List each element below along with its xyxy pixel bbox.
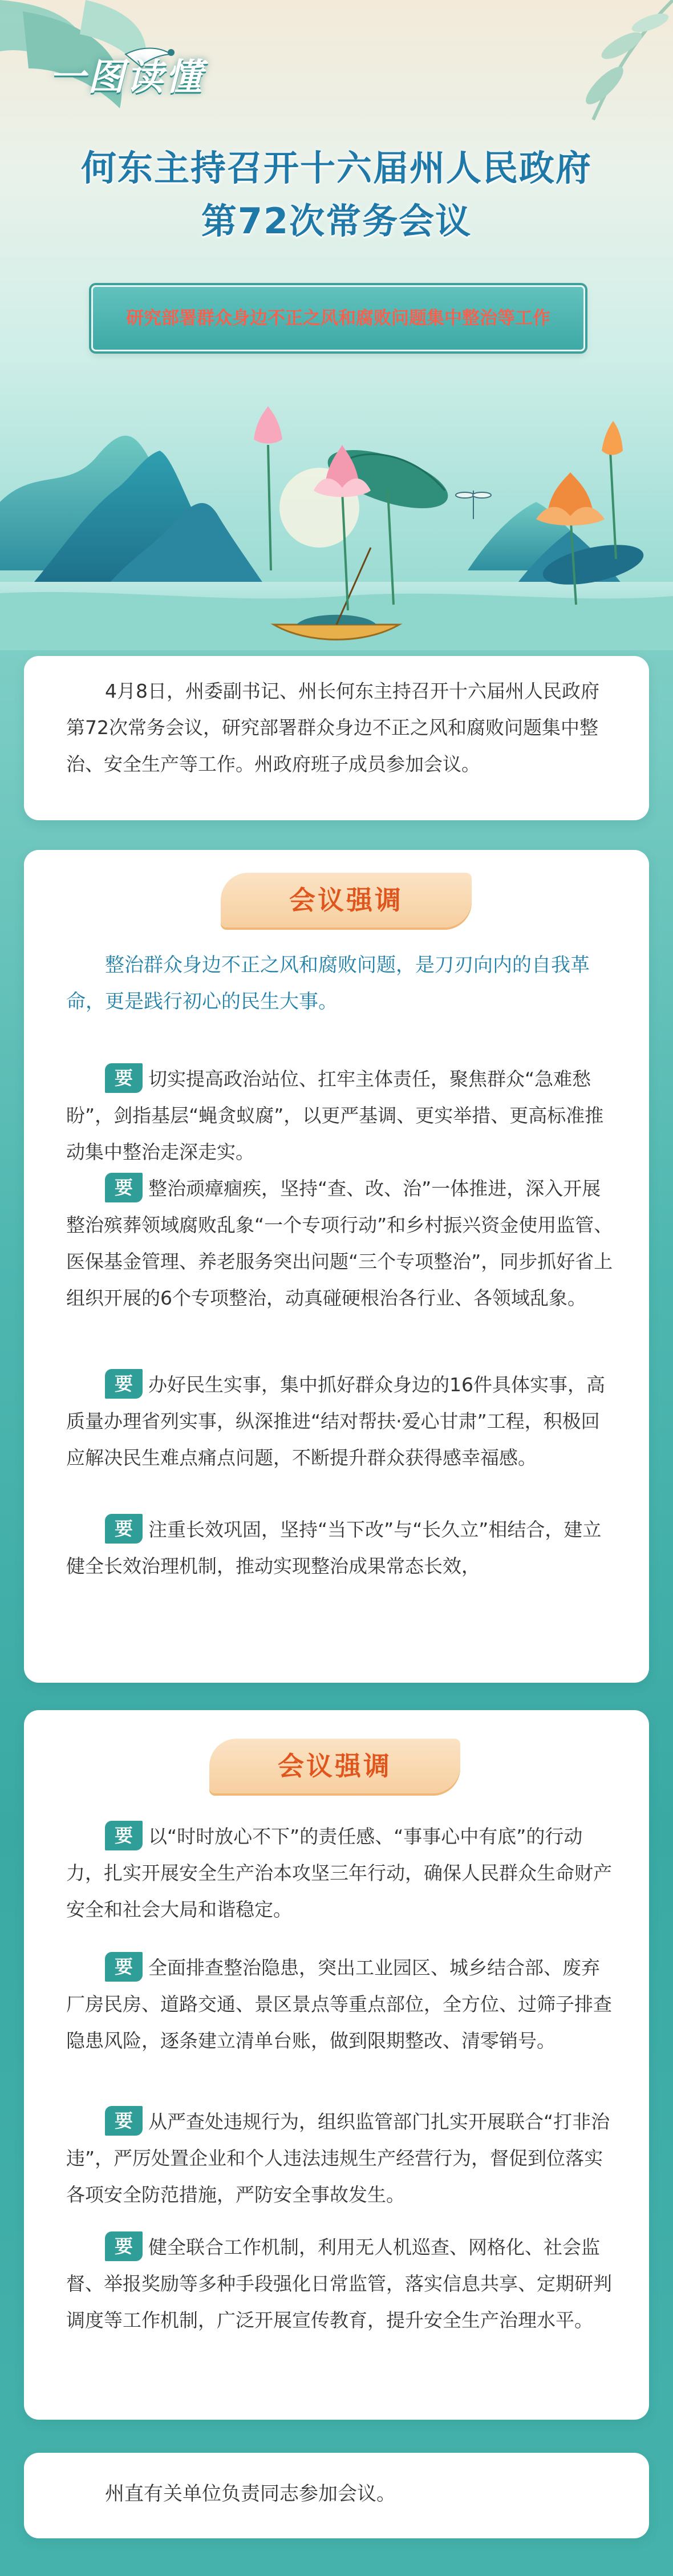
item-text: 全面排查整治隐患，突出工业园区、城乡结合部、废弃厂房民房、道路交通、景区景点等重点部位，全方位、过筛子排查隐患风险，逐条建立清单台账，做到限期整改、清零销号。 bbox=[66, 1957, 612, 2052]
branch-decoration bbox=[581, 0, 673, 120]
item-text: 整治顽瘴痼疾，坚持“查、改、治”一体推进，深入开展整治殡葬领域腐败乱象“一个专项行动”和乡村振兴资金使用监管、医保基金管理、养老服务突出问题“三个专项整治”，同步抓好省上组织开展的6个专项整治，动真碰硬根治各行业、各领域乱象。 bbox=[66, 1177, 613, 1309]
item-text: 健全联合工作机制，利用无人机巡查、网格化、社会监督、举报奖励等多种手段强化日常监管，落实信息共享、定期研判调度等工作机制，广泛开展宣传教育，提升安全生产治理水平。 bbox=[66, 2236, 612, 2331]
closing-card bbox=[24, 2453, 649, 2538]
list-item bbox=[66, 1367, 614, 1476]
page-title-line1: 何东主持召开十六届州人民政府 bbox=[80, 147, 592, 189]
item-text: 以“时时放心不下”的责任感、“事事心中有底”的行动力，扎实开展安全生产治本攻坚三年行动，确保人民群众生命财产安全和社会大局和谐稳定。 bbox=[66, 1825, 612, 1921]
list-item bbox=[66, 1061, 614, 1170]
item-text: 注重长效巩固，坚持“当下改”与“长久立”相结合，建立健全长效治理机制，推动实现整治成果常态长效， bbox=[66, 1518, 602, 1577]
dragonfly-icon bbox=[456, 491, 491, 519]
lotus-bud-icon bbox=[602, 421, 623, 559]
item-tag: 要 bbox=[105, 1514, 143, 1544]
item-text: 切实提高政治站位、扛牢主体责任，聚焦群众“急难愁盼”，剑指基层“蝇贪蚁腐”，以更严基调、更实举措、更高标准推动集中整治走深走实。 bbox=[66, 1068, 604, 1163]
badge-label: 一图读懂 bbox=[49, 56, 204, 99]
section-card-2 bbox=[24, 1710, 649, 2420]
item-tag: 要 bbox=[105, 1173, 143, 1202]
item-text: 办好民生实事，集中抓好群众身边的16件具体实事，高质量办理省列实事，纵深推进“结对帮扶·爱心甘肃”工程，积极回应解决民生难点痛点问题，不断提升群众获得感幸福感。 bbox=[66, 1374, 605, 1469]
list-item bbox=[66, 1818, 614, 1928]
lotus-flower-icon bbox=[254, 406, 282, 570]
section-title: 会议强调 bbox=[209, 1739, 460, 1793]
item-tag: 要 bbox=[105, 1952, 143, 1982]
item-tag: 要 bbox=[105, 1063, 143, 1093]
page-title-line2: 第72次常务会议 bbox=[201, 200, 472, 242]
list-item bbox=[66, 1170, 614, 1317]
item-tag: 要 bbox=[105, 2231, 143, 2261]
item-tag: 要 bbox=[105, 1369, 143, 1399]
item-tag: 要 bbox=[105, 2106, 143, 2136]
subtitle-banner: 研究部署群众身边不正之风和腐败问题集中整治等工作 bbox=[91, 285, 585, 351]
item-tag: 要 bbox=[105, 1821, 143, 1850]
closing-text: 州直有关单位负责同志参加会议。 bbox=[105, 2482, 396, 2505]
hero-banner bbox=[0, 0, 673, 650]
intro-card bbox=[24, 656, 649, 820]
list-item bbox=[66, 1950, 614, 2059]
list-item bbox=[66, 2229, 614, 2339]
item-text: 从严查处违规行为，组织监管部门扎实开展联合“打非治违”，严厉处置企业和个人违法违规生产经营行为，督促到位落实各项安全防范措施，严防安全事故发生。 bbox=[66, 2111, 610, 2206]
intro-text: 4月8日，州委副书记、州长何东主持召开十六届州人民政府第72次常务会议，研究部署群众身边不正之风和腐败问题集中整治、安全生产等工作。州政府班子成员参加会议。 bbox=[66, 680, 599, 775]
list-item bbox=[66, 1512, 614, 1585]
section-title: 会议强调 bbox=[221, 873, 472, 927]
section-card-1 bbox=[24, 850, 649, 1683]
list-item bbox=[66, 2104, 614, 2213]
section-lead-text: 整治群众身边不正之风和腐败问题，是刀刃向内的自我革命，更是践行初心的民生大事。 bbox=[66, 954, 590, 1013]
